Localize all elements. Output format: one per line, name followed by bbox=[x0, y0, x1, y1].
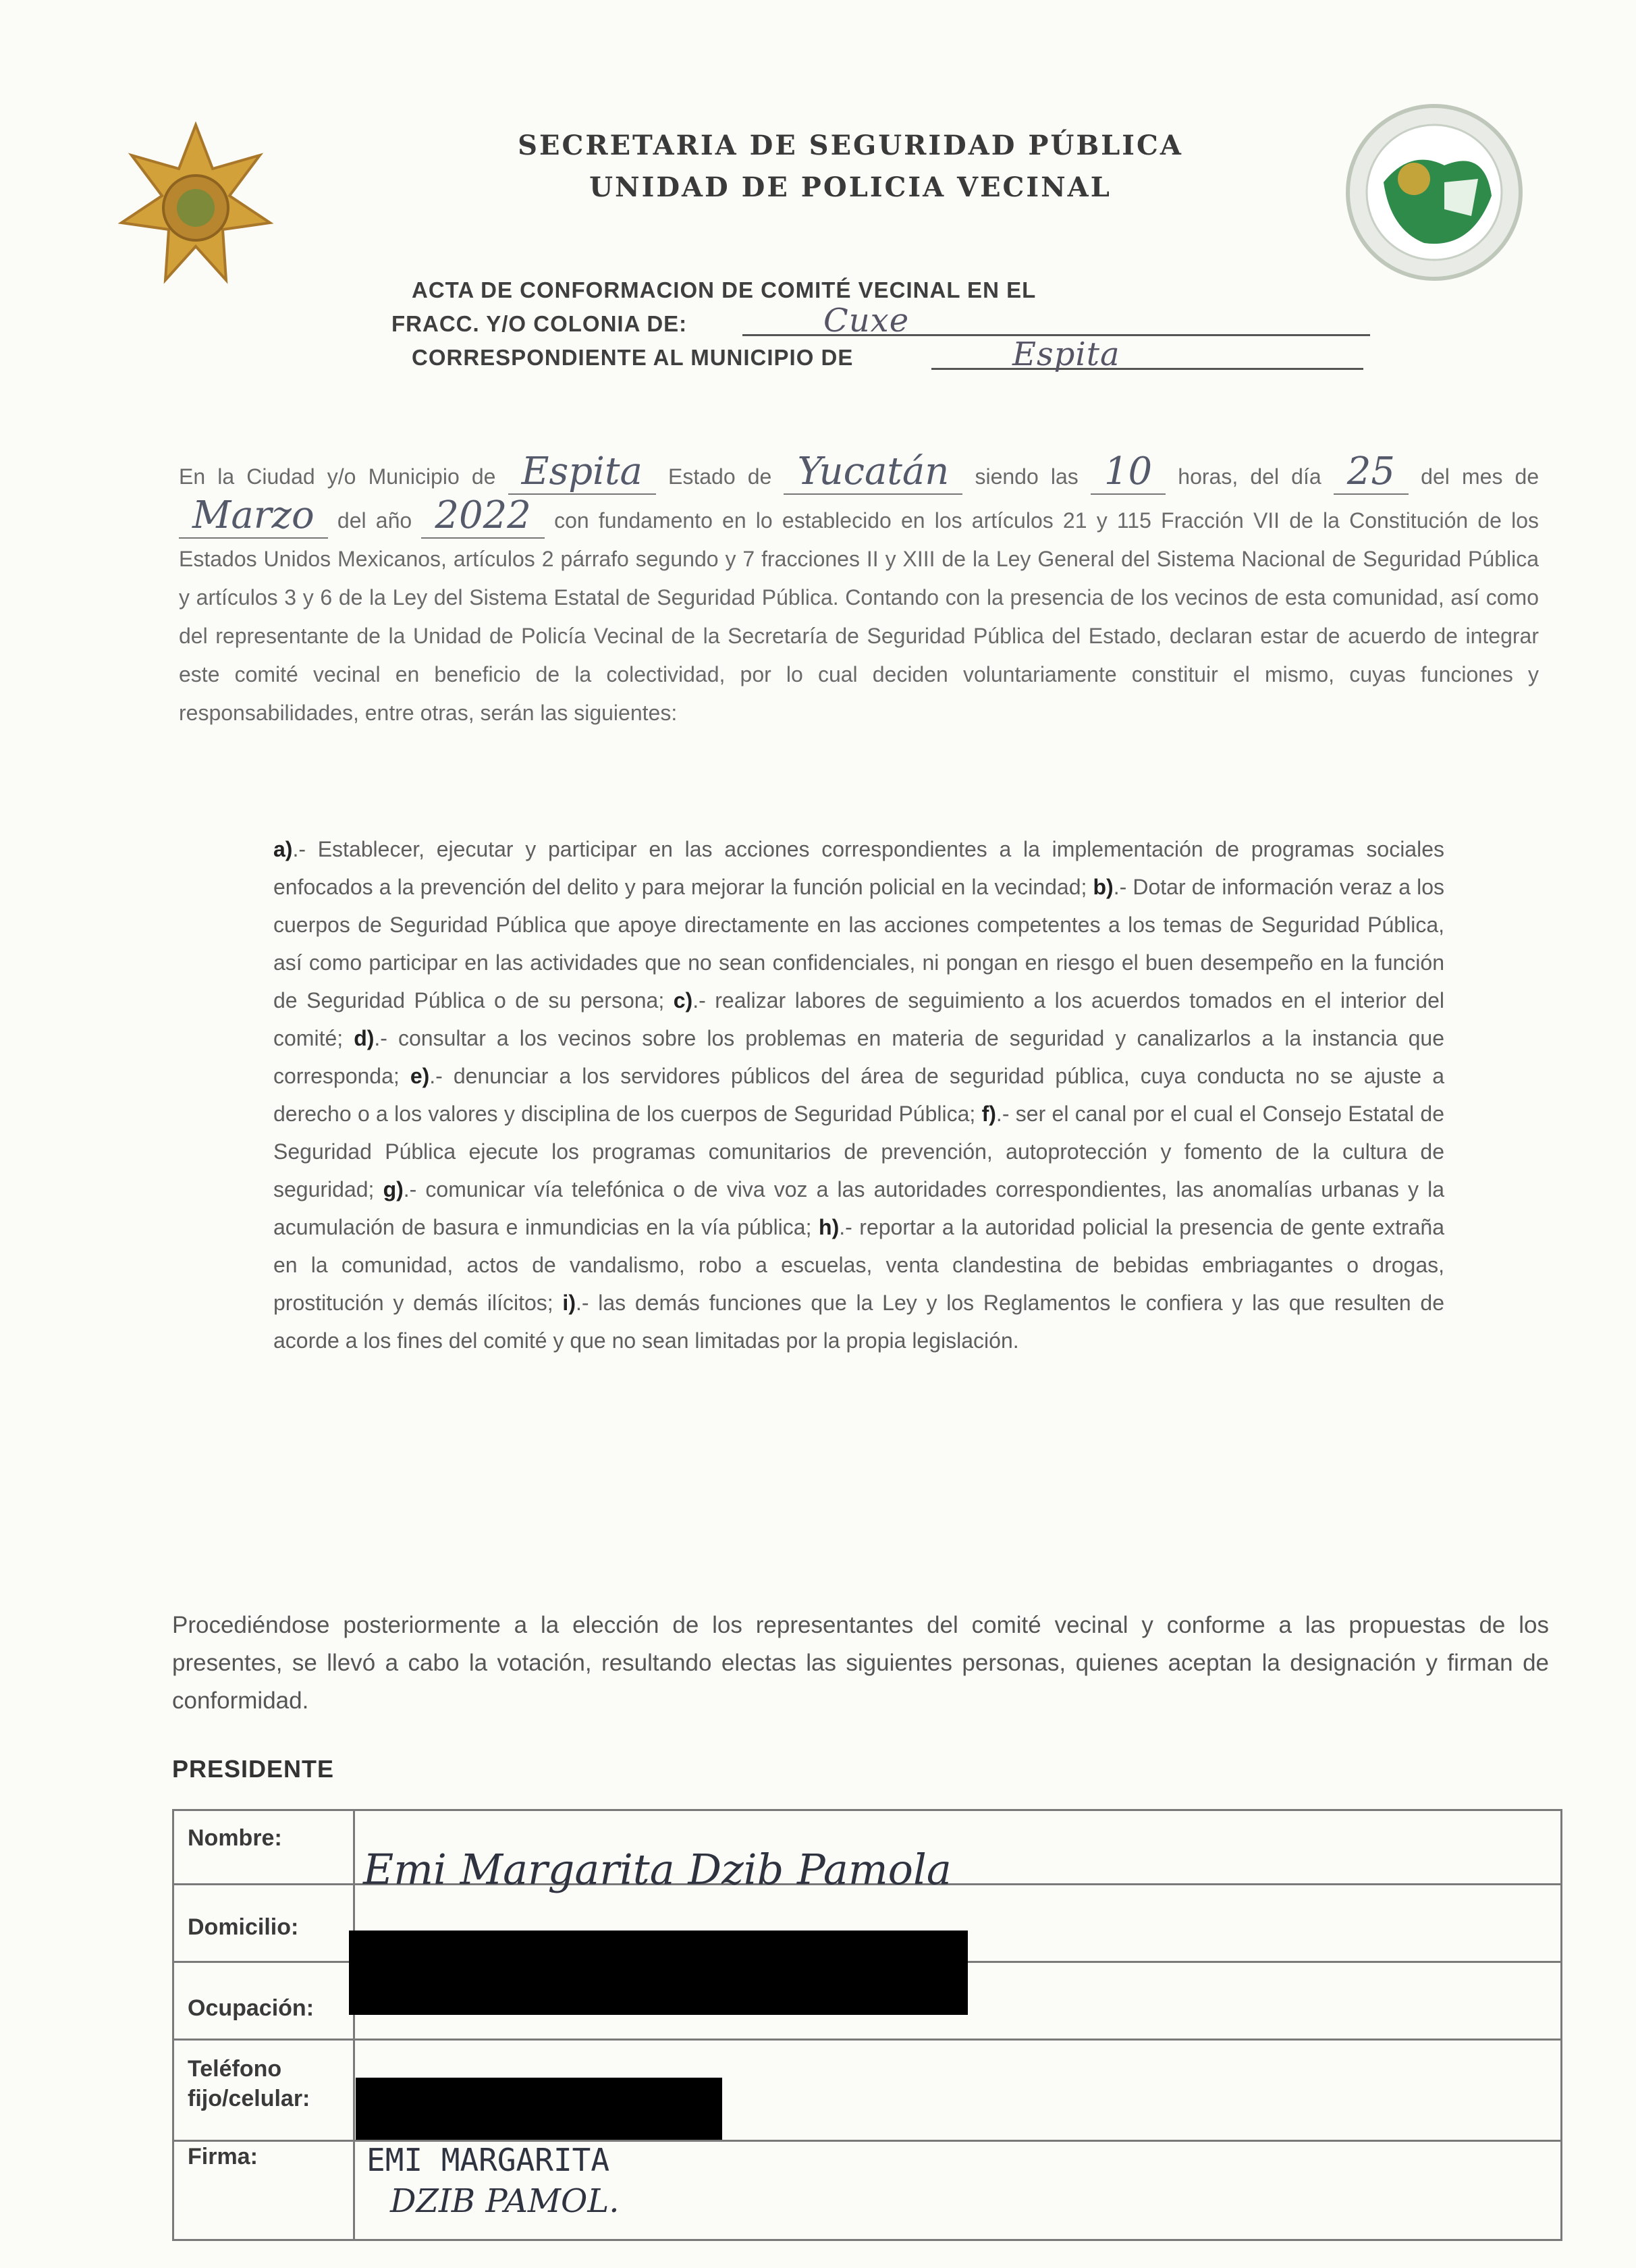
row-nombre bbox=[174, 1811, 1560, 1894]
item-e-key: e) bbox=[410, 1064, 430, 1088]
item-g-key: g) bbox=[383, 1177, 404, 1202]
municipio-field: Espita bbox=[931, 341, 1363, 370]
header-line-2: UNIDAD DE POLICIA VECINAL bbox=[589, 171, 1112, 203]
functions-list bbox=[273, 830, 1444, 1359]
ocupacion-label: Ocupación: bbox=[188, 1995, 315, 2021]
mes-handwritten: Marzo bbox=[179, 493, 328, 539]
colonia-field: Cuxe bbox=[742, 307, 1370, 336]
domicilio-label: Domicilio: bbox=[188, 1914, 299, 1940]
para-text-7: con fundamento en lo establecido en los artículos 21 y 115 Fracción VII de la Constitución de los Estados Unidos Mexicanos, artículos 2 párrafo segundo y 7 fracciones II y XIII de la Ley General del Sistema Nacional de Seguridad Pública y artículos 3 y 6 de la Ley del Sistema Estatal de Seguridad Pública. Contando con la presencia de los vecinos de esta comunidad, así como del representante de la Unidad de Policía Vecinal de la Secretaría de Seguridad Pública del Estado, declaran estar de acuerdo de integrar este comité vecinal en beneficio de la colectividad, por lo cual deciden voluntariamente constituir el mismo, cuyas funciones y responsabilidades, entre otras, serán las siguientes: bbox=[179, 508, 1539, 725]
item-c-key: c) bbox=[673, 988, 693, 1013]
item-e-text: .- denunciar a los servidores públicos del área de seguridad pública, cuya conducta no se ajuste a derecho o a los valores y disciplina de los cuerpos de Seguridad Pública; bbox=[273, 1064, 1445, 1126]
item-b-key: b) bbox=[1093, 875, 1114, 899]
item-h-key: h) bbox=[819, 1215, 840, 1239]
anio-handwritten: 2022 bbox=[421, 493, 545, 539]
item-i-text: .- las demás funciones que la Ley y los Reglamentos le confiera y las que resulten de acorde a los fines del comité y que no sean limitadas por la propia legislación. bbox=[273, 1291, 1445, 1353]
item-b-text: .- Dotar de información veraz a los cuerpos de Seguridad Pública que apoye directamente en las acciones competentes a los temas de Seguridad Pública, así como participar en las actividades que no sean confidenciales, ni pongan en riesgo el buen desempeño en la función de Seguridad Pública o de su persona; bbox=[273, 875, 1445, 1013]
nombre-label: Nombre: bbox=[188, 1825, 282, 1851]
dia-handwritten: 25 bbox=[1334, 450, 1409, 495]
acta-line-3-label: CORRESPONDIENTE AL MUNICIPIO DE bbox=[412, 345, 854, 370]
item-g-text: .- comunicar vía telefónica o de viva voz a las autoridades correspondientes, las anomalías urbanas y la acumulación de basura e inmundicias en la vía pública; bbox=[273, 1177, 1445, 1239]
row-firma bbox=[174, 2142, 1560, 2239]
item-a-text: .- Establecer, ejecutar y participar en las acciones correspondientes a la implementación de programas sociales enfocados a la prevención del delito y para mejorar la función policial en la vecindad; bbox=[273, 837, 1444, 899]
para-text-3: siendo las bbox=[975, 464, 1079, 489]
header-line-1: SECRETARIA DE SEGURIDAD PÚBLICA bbox=[518, 130, 1183, 161]
item-f-key: f) bbox=[981, 1102, 996, 1126]
item-d-key: d) bbox=[354, 1026, 375, 1050]
redaction-box-domicilio bbox=[349, 1931, 968, 2015]
president-heading: PRESIDENTE bbox=[172, 1755, 335, 1783]
hora-handwritten: 10 bbox=[1091, 450, 1166, 495]
acta-title bbox=[391, 273, 1336, 375]
telefono-label bbox=[188, 2054, 310, 2113]
police-star-badge-icon bbox=[115, 122, 277, 290]
telefono-label-line-2: fijo/celular: bbox=[188, 2086, 310, 2111]
item-c-text: .- realizar labores de seguimiento a los acuerdos tomados en el interior del comité; bbox=[273, 988, 1445, 1050]
item-h-text: .- reportar a la autoridad policial la presencia de gente extraña en la comunidad, actos de vandalismo, robo a escuelas, venta clandestina de bebidas embriagantes o drogas, prostitución y demás ilícitos; bbox=[273, 1215, 1445, 1315]
nombre-value: Emi Margarita Dzib Pamola bbox=[363, 1845, 952, 1894]
estado-handwritten: Yucatán bbox=[784, 450, 962, 495]
para-text-1: En la Ciudad y/o Municipio de bbox=[179, 464, 496, 489]
item-i-key: i) bbox=[562, 1291, 576, 1315]
firma-label: Firma: bbox=[188, 2144, 258, 2169]
acta-line-2-label: FRACC. Y/O COLONIA DE: bbox=[391, 311, 688, 336]
main-paragraph bbox=[179, 452, 1539, 732]
police-vecinal-emblem-icon bbox=[1343, 101, 1525, 284]
municipio-handwritten: Espita bbox=[508, 450, 656, 495]
firma-line-2: DZIB PAMOL. bbox=[390, 2182, 620, 2220]
para-text-6: del año bbox=[337, 508, 412, 533]
document-header bbox=[405, 125, 1296, 209]
item-a-key: a) bbox=[273, 837, 293, 861]
acta-line-1: ACTA DE CONFORMACION DE COMITÉ VECINAL EN EL bbox=[412, 277, 1037, 302]
redaction-box-telefono bbox=[356, 2078, 722, 2140]
para-text-2: Estado de bbox=[667, 464, 772, 489]
firma-line-1: EMI MARGARITA bbox=[366, 2142, 610, 2178]
telefono-label-line-1: Teléfono bbox=[188, 2056, 282, 2082]
president-table bbox=[172, 1809, 1562, 2241]
para-text-5: del mes de bbox=[1421, 464, 1539, 489]
item-f-text: .- ser el canal por el cual el Consejo Estatal de Seguridad Pública ejecute los programas comunitarios de prevención, autoprotección y fomento de la cultura de seguridad; bbox=[273, 1102, 1445, 1202]
item-d-text: .- consultar a los vecinos sobre los problemas en materia de seguridad y canalizarlos a la instancia que corresponda; bbox=[273, 1026, 1445, 1088]
closing-paragraph: Procediéndose posteriormente a la elección de los representantes del comité vecinal y conforme a las propuestas de los presentes, se llevó a cabo la votación, resultando electas las siguientes personas, quienes aceptan la designación y firman de conformidad. bbox=[172, 1612, 1549, 1714]
para-text-4: horas, del día bbox=[1178, 464, 1321, 489]
